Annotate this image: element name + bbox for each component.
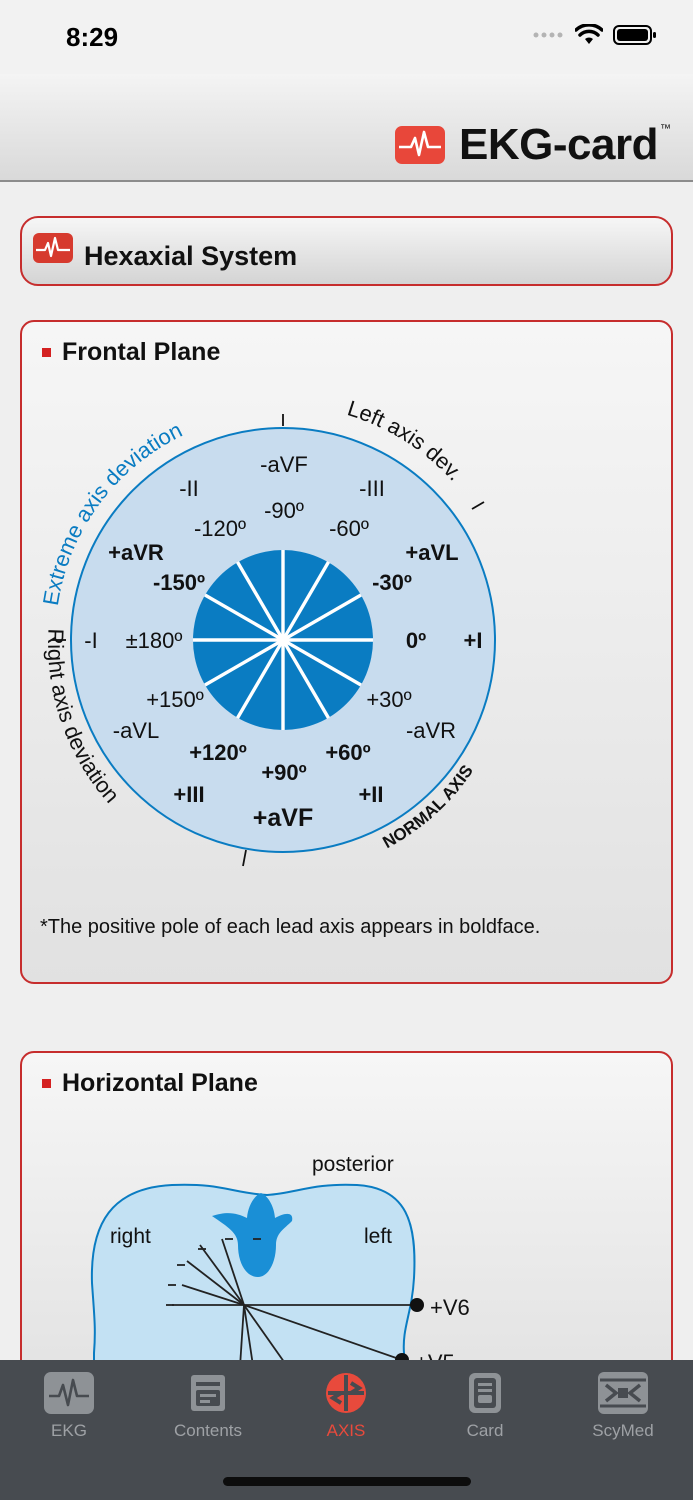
status-bar (0, 0, 693, 74)
label-I-pos: +I (463, 628, 483, 653)
section-title: Hexaxial System (84, 241, 298, 271)
ekg-logo-icon (395, 126, 445, 164)
label-aVR-neg: -aVR (405, 718, 457, 743)
label-deg-m150: -150º (152, 570, 206, 595)
label-aVF-neg: -aVF (260, 452, 308, 477)
nav-bar (0, 74, 693, 182)
wifi-icon (575, 24, 603, 46)
arc-label-extreme: Extreme axis deviation (37, 417, 187, 608)
label-deg-120: +120º (189, 740, 247, 765)
scymed-icon (598, 1372, 648, 1414)
label-deg-180: ±180º (125, 628, 183, 653)
tab-axis[interactable] (277, 1360, 415, 1456)
tab-label-axis: AXIS (326, 1421, 366, 1440)
horizontal-plane-title: Horizontal Plane (62, 1069, 258, 1097)
label-left: left (364, 1225, 393, 1248)
bullet-marker (42, 1079, 51, 1088)
tab-label-scymed: ScyMed (592, 1421, 654, 1440)
frontal-footnote: *The positive pole of each lead axis appears in boldface. (40, 916, 541, 938)
label-III-neg: -III (359, 476, 385, 501)
label-II-pos: +II (358, 782, 384, 807)
axis-center-dot (277, 634, 289, 646)
home-indicator[interactable] (223, 1477, 471, 1486)
arc-label-right: Right axis deviation (42, 628, 125, 808)
hexaxial-diagram (22, 392, 662, 912)
tab-ekg[interactable] (0, 1360, 138, 1456)
label-aVL-pos: +aVL (405, 540, 459, 565)
label-deg-m60: -60º (329, 516, 369, 541)
label-deg-m30: -30º (372, 570, 412, 595)
label-deg-m120: -120º (193, 516, 247, 541)
label-II-neg: -II (179, 476, 199, 501)
label-aVF-pos: +aVF (252, 804, 314, 832)
ekg-icon (44, 1372, 94, 1414)
brand (395, 120, 683, 170)
status-time: 8:29 (66, 22, 119, 52)
arc-label-normal: NORMAL AXIS (379, 761, 477, 853)
label-I-neg: -I (84, 628, 98, 653)
section-header (20, 216, 673, 286)
brand-tm: ™ (660, 123, 671, 135)
label-deg-30: +30º (366, 687, 412, 712)
label-right: right (110, 1225, 151, 1248)
ekg-section-icon (33, 233, 73, 263)
frontal-plane-title: Frontal Plane (62, 338, 221, 366)
v6-electrode (410, 1298, 424, 1312)
frontal-plane-card (20, 320, 673, 984)
label-deg-60: +60º (325, 740, 371, 765)
label-posterior: posterior (312, 1153, 394, 1176)
tab-card[interactable] (416, 1360, 554, 1456)
label-aVR-pos: +aVR (108, 540, 164, 565)
bullet-marker (42, 348, 51, 357)
label-v6: +V6 (430, 1295, 470, 1320)
label-III-pos: +III (173, 782, 205, 807)
arc-label-left: Left axis dev. (344, 395, 468, 486)
contents-icon (183, 1372, 233, 1414)
label-deg-0: 0º (405, 628, 427, 653)
horizontal-plane-card (20, 1051, 673, 1411)
card-icon (460, 1372, 510, 1414)
brand-name: EKG-card (459, 120, 658, 169)
tab-label-ekg: EKG (51, 1421, 87, 1440)
label-deg-150: +150º (146, 687, 204, 712)
tab-label-card: Card (466, 1421, 504, 1440)
battery-icon (613, 24, 657, 46)
tab-scymed[interactable] (554, 1360, 692, 1456)
label-aVL-neg: -aVL (112, 718, 160, 743)
axis-icon (321, 1372, 371, 1414)
tab-label-contents: Contents (173, 1421, 243, 1440)
status-icons (533, 24, 657, 46)
tab-contents[interactable] (139, 1360, 277, 1456)
label-deg-90: +90º (261, 760, 307, 785)
signal-icon (533, 31, 565, 39)
label-deg-m90: -90º (264, 498, 304, 523)
